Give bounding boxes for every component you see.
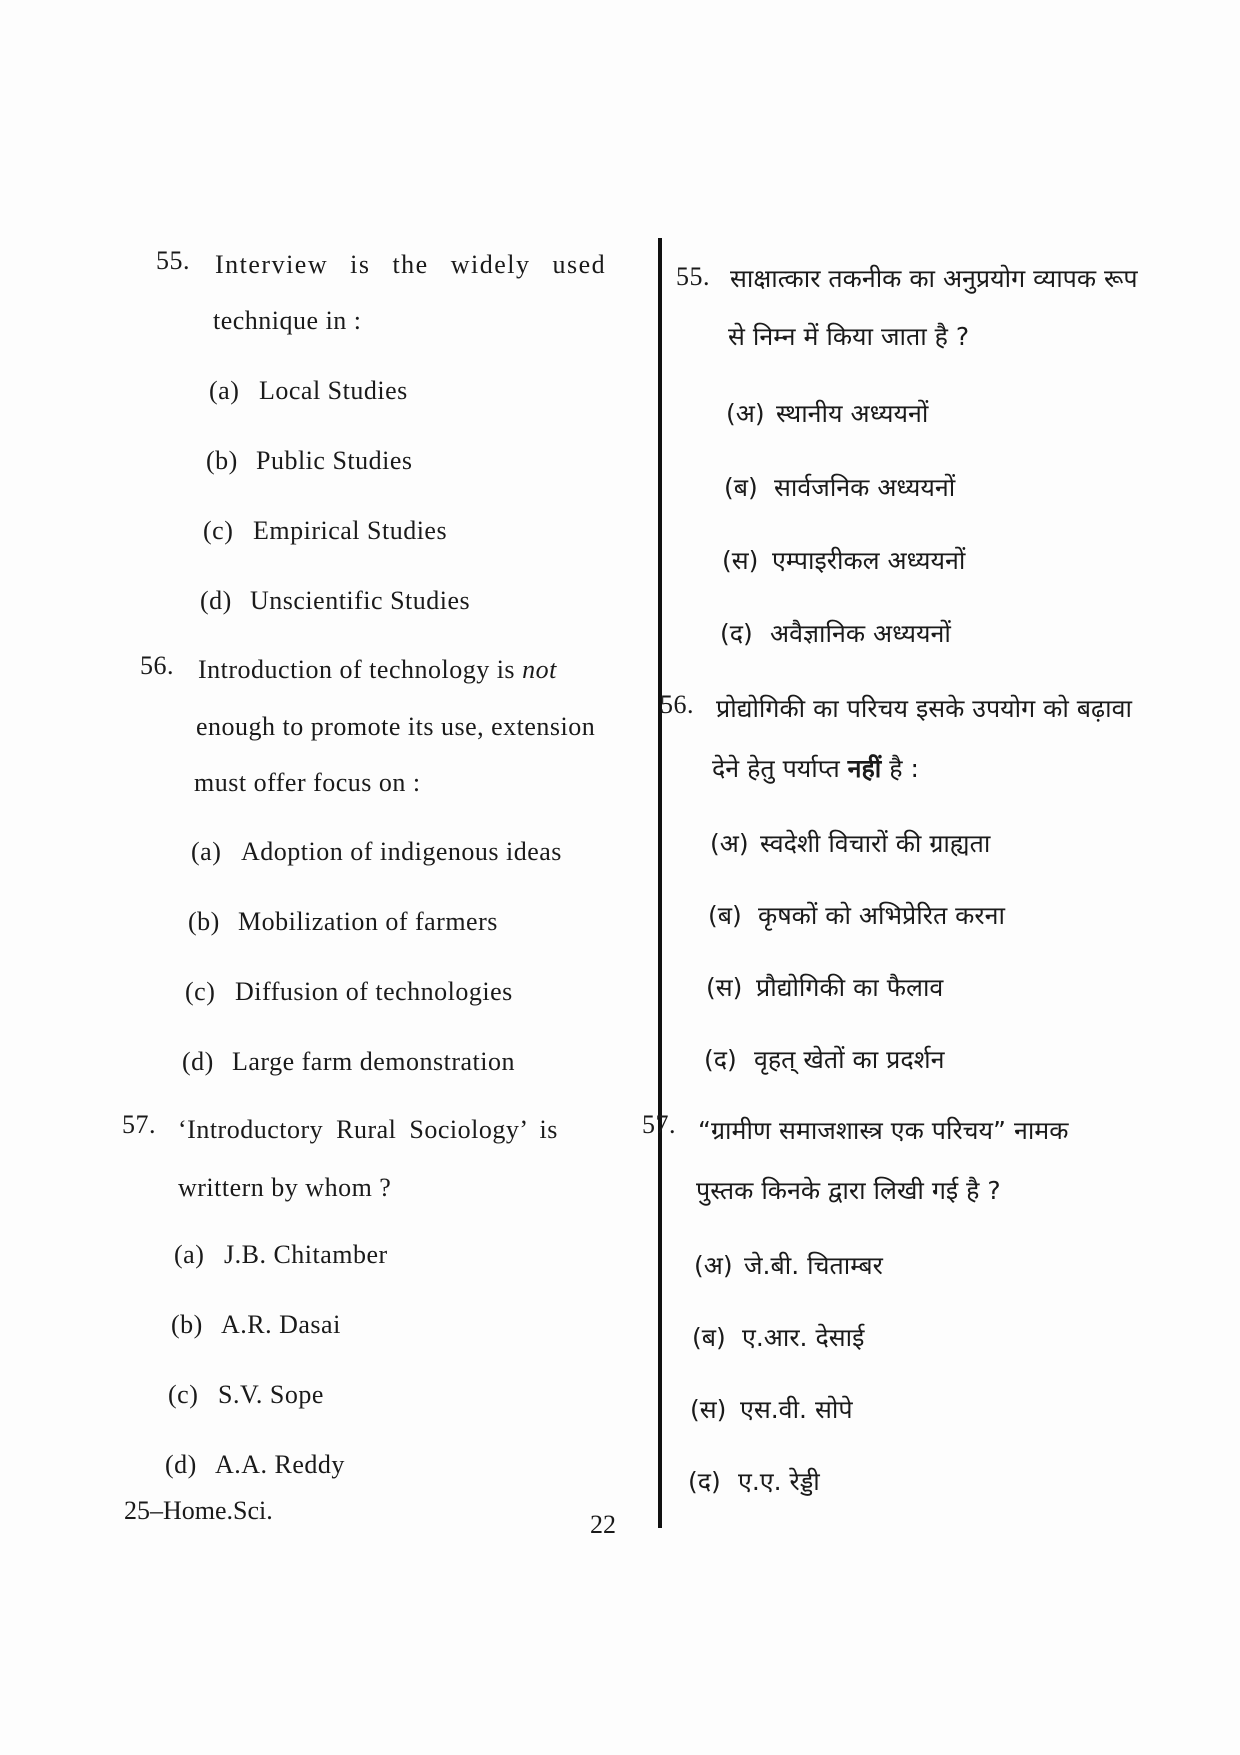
option-text: Mobilization of farmers: [238, 907, 498, 936]
option-b: [692, 1320, 864, 1354]
option-d: [704, 1042, 945, 1076]
option-c: [168, 1380, 324, 1410]
option-text: स्वदेशी विचारों की ग्राह्यता: [760, 829, 991, 858]
option-text: Large farm demonstration: [232, 1047, 515, 1076]
option-label: (ब): [708, 901, 742, 930]
emphasis-not: not: [522, 655, 557, 684]
option-text: सार्वजनिक अध्ययनों: [774, 473, 956, 502]
question-text-line: technique in :: [213, 306, 362, 335]
option-text: एस.वी. सोपे: [740, 1395, 853, 1424]
option-text: ए.आर. देसाई: [742, 1323, 865, 1352]
emphasis-not: नहीं: [847, 754, 882, 783]
question-number: 57.: [122, 1110, 156, 1139]
option-label: (अ): [694, 1251, 733, 1280]
question-text-fragment: है :: [889, 754, 919, 783]
option-a: [726, 396, 928, 430]
question-number: 55.: [156, 246, 190, 275]
option-label: (अ): [710, 829, 749, 858]
option-label: (c): [203, 516, 234, 545]
option-label: (अ): [726, 399, 765, 428]
option-text: Public Studies: [256, 446, 413, 475]
option-label: (b): [206, 446, 238, 475]
option-label: (ब): [724, 473, 758, 502]
paper-code: 25–Home.Sci.: [124, 1496, 273, 1525]
option-d: [720, 616, 951, 650]
option-d: [200, 586, 470, 616]
option-d: [165, 1450, 345, 1480]
question-text-line: ‘Introductory Rural Sociology’ is: [178, 1115, 558, 1144]
question-number: 55.: [676, 262, 710, 291]
option-label: (a): [191, 837, 222, 866]
option-text: प्रौद्योगिकी का फैलाव: [756, 973, 944, 1002]
option-a: [191, 837, 562, 867]
option-text: A.A. Reddy: [215, 1450, 345, 1479]
question-text-line: साक्षात्कार तकनीक का अनुप्रयोग व्यापक रूप: [730, 264, 1138, 293]
option-d: [688, 1464, 820, 1498]
option-label: (c): [185, 977, 216, 1006]
option-text: J.B. Chitamber: [224, 1240, 388, 1269]
option-label: (a): [209, 376, 240, 405]
question-number: 57.: [642, 1110, 676, 1139]
option-a: [174, 1240, 388, 1270]
option-text: Empirical Studies: [253, 516, 448, 545]
option-label: (द): [704, 1045, 737, 1074]
option-label: (d): [182, 1047, 214, 1076]
question-number: 56.: [660, 690, 694, 719]
option-text: Diffusion of technologies: [235, 977, 513, 1006]
option-label: (b): [188, 907, 220, 936]
option-text: अवैज्ञानिक अध्ययनों: [770, 619, 951, 648]
option-text: ए.ए. रेड्डी: [738, 1467, 820, 1496]
option-c: [690, 1392, 853, 1426]
question-text-fragment: Introduction of technology is: [198, 655, 516, 684]
question-text-line: [198, 657, 557, 683]
option-c: [722, 543, 965, 577]
option-b: [724, 470, 955, 504]
question-text-line: से निम्न में किया जाता है ?: [728, 322, 970, 351]
option-b: [188, 907, 498, 937]
option-d: [182, 1047, 515, 1077]
option-a: [209, 376, 408, 406]
option-b: [206, 446, 413, 476]
question-text-line: Interview is the widely used: [215, 250, 607, 279]
option-text: कृषकों को अभिप्रेरित करना: [758, 901, 1005, 930]
option-label: (a): [174, 1240, 205, 1269]
option-label: (स): [706, 973, 743, 1002]
option-label: (c): [168, 1380, 199, 1409]
option-label: (द): [720, 619, 753, 648]
question-number: 56.: [140, 651, 174, 680]
option-text: Adoption of indigenous ideas: [241, 837, 562, 866]
option-label: (स): [690, 1395, 727, 1424]
option-b: [708, 898, 1005, 932]
option-label: (द): [688, 1467, 721, 1496]
question-text-line: पुस्तक किनके द्वारा लिखी गई है ?: [696, 1176, 1001, 1205]
option-text: S.V. Sope: [218, 1380, 324, 1409]
option-label: (b): [171, 1310, 203, 1339]
question-text-line: प्रोद्योगिकी का परिचय इसके उपयोग को बढ़ावा: [716, 694, 1132, 723]
option-text: Unscientific Studies: [250, 586, 471, 615]
option-label: (d): [200, 586, 232, 615]
question-text-line: enough to promote its use, extension: [196, 712, 596, 741]
option-a: [710, 826, 990, 860]
option-text: वृहत् खेतों का प्रदर्शन: [754, 1045, 945, 1074]
question-text-fragment: देने हेतु पर्याप्त: [712, 754, 840, 783]
question-text-line: [712, 756, 919, 781]
option-text: स्थानीय अध्ययनों: [776, 399, 929, 428]
page-number: 22: [590, 1510, 616, 1539]
question-text-line: “ग्रामीण समाजशास्त्र एक परिचय” नामक: [698, 1116, 1069, 1145]
option-label: (ब): [692, 1323, 726, 1352]
option-text: Local Studies: [259, 376, 408, 405]
question-text-line: writtern by whom ?: [178, 1173, 392, 1202]
option-c: [185, 977, 513, 1007]
option-b: [171, 1310, 341, 1340]
option-label: (d): [165, 1450, 197, 1479]
column-divider: [658, 238, 662, 1528]
question-text-line: must offer focus on :: [194, 768, 421, 797]
option-c: [203, 516, 447, 546]
option-text: एम्पाइरीकल अध्ययनों: [772, 546, 966, 575]
option-label: (स): [722, 546, 759, 575]
option-text: A.R. Dasai: [221, 1310, 341, 1339]
option-c: [706, 970, 943, 1004]
option-a: [694, 1248, 883, 1282]
option-text: जे.बी. चिताम्बर: [744, 1251, 883, 1280]
